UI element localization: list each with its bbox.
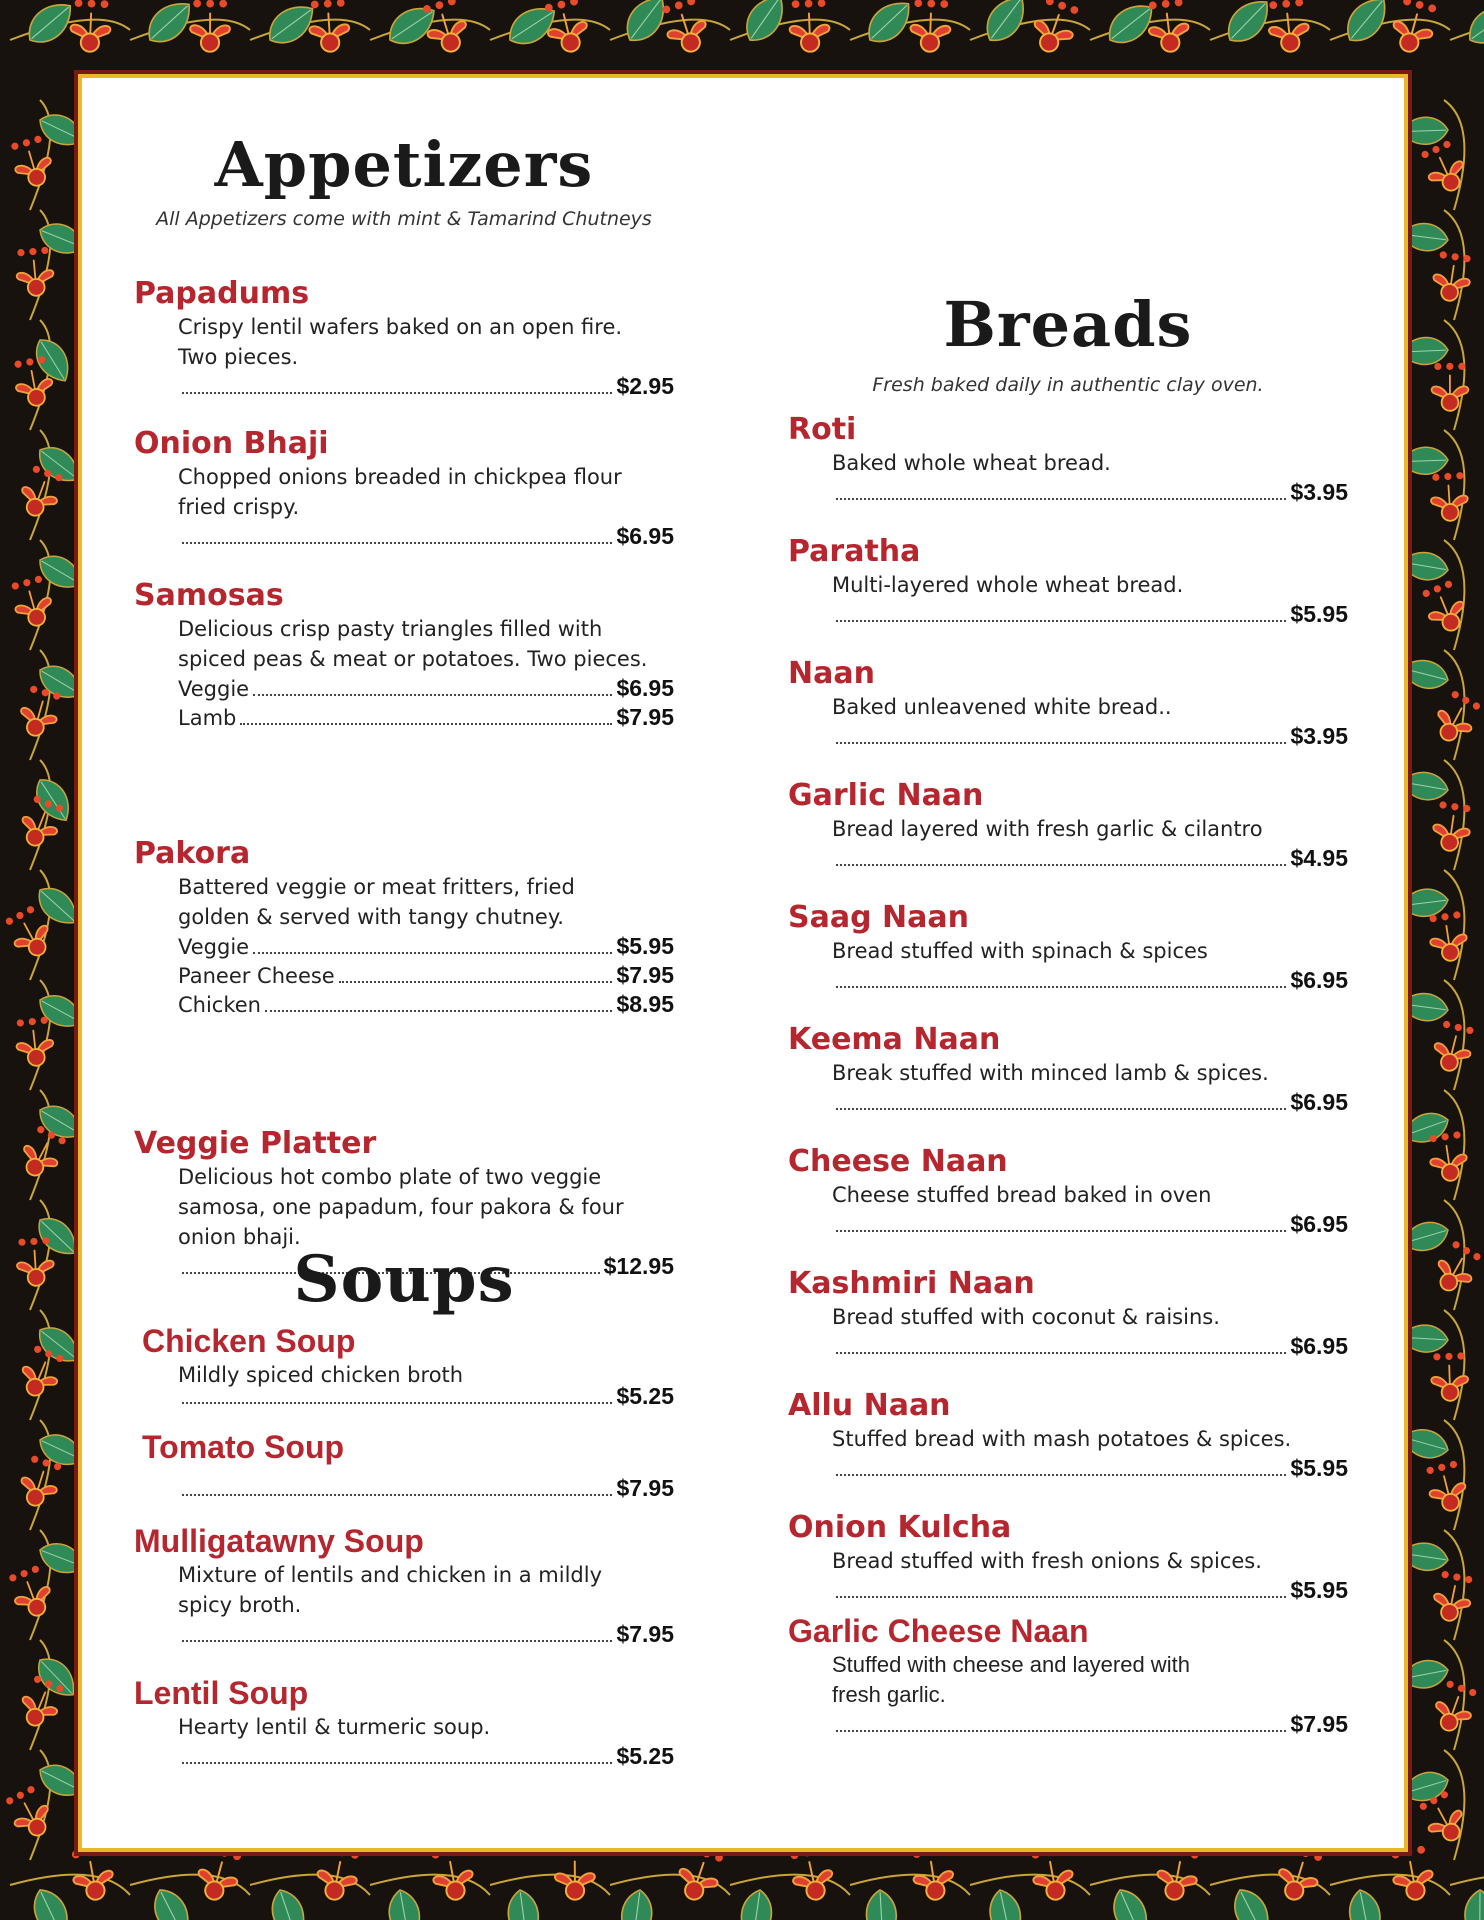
menu-panel bbox=[82, 78, 1404, 1848]
item-desc: Baked whole wheat bread. bbox=[832, 451, 1111, 475]
item-name: Pakora bbox=[134, 836, 251, 871]
menu-item-onion-bhaji bbox=[134, 426, 674, 550]
item-price: $5.95 bbox=[1290, 1455, 1348, 1481]
item-name: Cheese Naan bbox=[788, 1144, 1008, 1179]
item-name: Paratha bbox=[788, 534, 921, 569]
item-name: Tomato Soup bbox=[142, 1429, 345, 1465]
price-line bbox=[832, 844, 1348, 872]
menu-item-naan bbox=[788, 656, 1348, 750]
menu-item-samosas bbox=[134, 578, 674, 732]
item-name: Naan bbox=[788, 656, 875, 691]
item-desc: Stuffed bread with mash potatoes & spices. bbox=[832, 1427, 1292, 1451]
menu-item-pakora bbox=[134, 836, 674, 1019]
item-price: $5.95 bbox=[1290, 1577, 1348, 1603]
item-price: $7.95 bbox=[616, 962, 674, 988]
price-line bbox=[178, 674, 674, 703]
price-label: Paneer Cheese bbox=[178, 964, 335, 988]
price-label: Veggie bbox=[178, 677, 250, 701]
item-desc: Break stuffed with minced lamb & spices. bbox=[832, 1061, 1269, 1085]
price-line bbox=[178, 703, 674, 732]
item-desc: Delicious hot combo plate of two veggie bbox=[178, 1165, 602, 1189]
item-name: Papadums bbox=[134, 276, 310, 311]
menu-item-mulligatawny-soup bbox=[134, 1522, 674, 1648]
breads-title: Breads bbox=[943, 288, 1193, 361]
item-desc: Bread stuffed with coconut & raisins. bbox=[832, 1305, 1220, 1329]
price-line bbox=[178, 961, 674, 990]
breads-subtitle: Fresh baked daily in authentic clay oven. bbox=[872, 374, 1264, 396]
item-name: Allu Naan bbox=[788, 1388, 951, 1423]
price-line bbox=[178, 1474, 674, 1502]
item-desc: Battered veggie or meat fritters, fried bbox=[178, 875, 575, 899]
item-price: $5.25 bbox=[616, 1743, 674, 1769]
item-desc: Hearty lentil & turmeric soup. bbox=[178, 1715, 491, 1739]
item-name: Chicken Soup bbox=[142, 1323, 356, 1359]
item-desc: samosa, one papadum, four pakora & four bbox=[178, 1195, 624, 1219]
item-desc: Two pieces. bbox=[178, 345, 299, 369]
item-price: $6.95 bbox=[1290, 1089, 1348, 1115]
item-price: $7.95 bbox=[616, 704, 674, 730]
price-line bbox=[178, 990, 674, 1019]
item-name: Lentil Soup bbox=[134, 1675, 309, 1711]
menu-item-tomato-soup bbox=[134, 1428, 674, 1502]
price-line bbox=[832, 966, 1348, 994]
price-line bbox=[832, 600, 1348, 628]
item-desc: Mixture of lentils and chicken in a mildly bbox=[178, 1563, 603, 1587]
item-desc: Crispy lentil wafers baked on an open fire. bbox=[178, 315, 623, 339]
item-price: $5.95 bbox=[1290, 601, 1348, 627]
item-desc: golden & served with tangy chutney. bbox=[178, 905, 564, 929]
menu-item-roti bbox=[788, 412, 1348, 506]
item-name: Samosas bbox=[134, 578, 284, 613]
item-name: Onion Kulcha bbox=[788, 1510, 1012, 1545]
menu-item-chicken-soup bbox=[134, 1322, 674, 1410]
price-label: Chicken bbox=[178, 993, 261, 1017]
item-desc: spiced peas & meat or potatoes. Two pieces. bbox=[178, 647, 648, 671]
price-line bbox=[178, 932, 674, 961]
menu-item-onion-kulcha bbox=[788, 1510, 1348, 1604]
price-line bbox=[832, 1088, 1348, 1116]
price-line bbox=[178, 372, 674, 400]
item-desc: Delicious crisp pasty triangles filled with bbox=[178, 617, 603, 641]
menu-item-cheese-naan bbox=[788, 1144, 1348, 1238]
price-line bbox=[832, 478, 1348, 506]
appetizers-title: Appetizers bbox=[214, 128, 594, 201]
menu-item-garlic-cheese-naan bbox=[788, 1612, 1348, 1738]
price-line bbox=[832, 1332, 1348, 1360]
item-price: $8.95 bbox=[616, 991, 674, 1017]
item-desc: spicy broth. bbox=[178, 1593, 302, 1617]
price-line bbox=[832, 722, 1348, 750]
item-desc: Mildly spiced chicken broth bbox=[178, 1363, 464, 1387]
price-label: Lamb bbox=[178, 706, 237, 730]
item-price: $6.95 bbox=[616, 523, 674, 549]
item-desc: Cheese stuffed bread baked in oven bbox=[832, 1183, 1212, 1207]
menu-item-garlic-naan bbox=[788, 778, 1348, 872]
menu-item-papadums bbox=[134, 276, 674, 400]
item-price: $4.95 bbox=[1290, 845, 1348, 871]
menu-item-paratha bbox=[788, 534, 1348, 628]
item-desc: Bread layered with fresh garlic & cilantro bbox=[832, 817, 1263, 841]
price-line bbox=[178, 1742, 674, 1770]
item-price: $2.95 bbox=[616, 373, 674, 399]
item-desc: Chopped onions breaded in chickpea flour bbox=[178, 465, 622, 489]
item-price: $6.95 bbox=[1290, 1211, 1348, 1237]
soups-title: Soups bbox=[293, 1242, 515, 1317]
price-line bbox=[832, 1710, 1348, 1738]
item-desc: Bread stuffed with spinach & spices bbox=[832, 939, 1208, 963]
menu-item-allu-naan bbox=[788, 1388, 1348, 1482]
item-price: $6.95 bbox=[1290, 967, 1348, 993]
item-desc: fresh garlic. bbox=[832, 1682, 946, 1707]
item-price: $3.95 bbox=[1290, 479, 1348, 505]
item-price: $3.95 bbox=[1290, 723, 1348, 749]
item-price: $12.95 bbox=[603, 1253, 674, 1279]
item-name: Onion Bhaji bbox=[134, 426, 329, 461]
menu-item-keema-naan bbox=[788, 1022, 1348, 1116]
price-line bbox=[832, 1210, 1348, 1238]
item-desc: fried crispy. bbox=[178, 495, 300, 519]
price-line bbox=[832, 1454, 1348, 1482]
item-price: $7.95 bbox=[616, 1475, 674, 1501]
item-name: Saag Naan bbox=[788, 900, 969, 935]
item-desc: Stuffed with cheese and layered with bbox=[832, 1652, 1190, 1677]
item-desc: onion bhaji. bbox=[178, 1225, 301, 1249]
item-name: Keema Naan bbox=[788, 1022, 1001, 1057]
item-price: $7.95 bbox=[1290, 1711, 1348, 1737]
item-desc: Bread stuffed with fresh onions & spices. bbox=[832, 1549, 1262, 1573]
item-name: Veggie Platter bbox=[134, 1126, 377, 1161]
item-name: Roti bbox=[788, 412, 857, 447]
price-line bbox=[178, 522, 674, 550]
menu-item-saag-naan bbox=[788, 900, 1348, 994]
menu-item-lentil-soup bbox=[134, 1674, 674, 1770]
item-price: $5.25 bbox=[616, 1383, 674, 1409]
item-name: Garlic Naan bbox=[788, 778, 984, 813]
item-price: $6.95 bbox=[616, 675, 674, 701]
item-price: $6.95 bbox=[1290, 1333, 1348, 1359]
item-desc: Multi-layered whole wheat bread. bbox=[832, 573, 1184, 597]
appetizers-subtitle: All Appetizers come with mint & Tamarind Chutneys bbox=[156, 208, 652, 230]
item-price: $7.95 bbox=[616, 1621, 674, 1647]
price-label: Veggie bbox=[178, 935, 250, 959]
price-line bbox=[178, 1620, 674, 1648]
item-name: Kashmiri Naan bbox=[788, 1266, 1035, 1301]
price-line bbox=[832, 1576, 1348, 1604]
item-desc: Baked unleavened white bread.. bbox=[832, 695, 1172, 719]
item-price: $5.95 bbox=[616, 933, 674, 959]
menu-item-kashmiri-naan bbox=[788, 1266, 1348, 1360]
item-name: Garlic Cheese Naan bbox=[788, 1613, 1089, 1649]
item-name: Mulligatawny Soup bbox=[134, 1523, 424, 1559]
